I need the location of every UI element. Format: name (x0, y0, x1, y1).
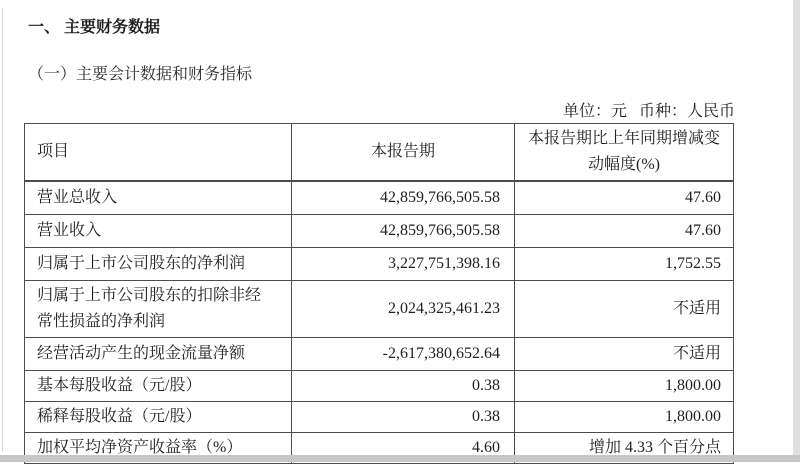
financial-data-table (24, 123, 734, 464)
cell-item: 经营活动产生的现金流量净额 (25, 337, 292, 370)
cell-item: 稀释每股收益（元/股） (25, 401, 292, 432)
cell-current-period: 3,227,751,398.16 (292, 247, 515, 280)
table-row (25, 370, 734, 401)
table-row (25, 181, 734, 214)
cell-item: 归属于上市公司股东的扣除非经常性损益的净利润 (25, 280, 292, 337)
page-bottom-edge (0, 455, 800, 462)
cell-change: 1,800.00 (515, 370, 734, 401)
table-header-row (25, 124, 734, 182)
page-left-edge-line (2, 8, 3, 452)
cell-current-period: 4.60 (292, 432, 515, 463)
cell-change: 不适用 (515, 337, 734, 370)
unit-currency-note: 单位：元 币种：人民币 (562, 103, 735, 120)
cell-change: 47.60 (515, 181, 734, 214)
table-row (25, 337, 734, 370)
cell-item: 归属于上市公司股东的净利润 (25, 247, 292, 280)
cell-item: 加权平均净资产收益率（%） (25, 432, 292, 463)
cell-item: 营业总收入 (25, 181, 292, 214)
cell-item: 营业收入 (25, 214, 292, 247)
col-header-current-period: 本报告期 (292, 124, 515, 182)
cell-change: 47.60 (515, 214, 734, 247)
page-right-edge (793, 0, 800, 456)
section-title: 一、 主要财务数据 (28, 19, 161, 36)
table-row (25, 280, 734, 337)
table-row (25, 401, 734, 432)
cell-item: 基本每股收益（元/股） (25, 370, 292, 401)
cell-current-period: 42,859,766,505.58 (292, 214, 515, 247)
col-header-item: 项目 (25, 124, 292, 182)
cell-change: 1,752.55 (515, 247, 734, 280)
cell-change: 增加 4.33 个百分点 (515, 432, 734, 463)
cell-current-period: -2,617,380,652.64 (292, 337, 515, 370)
cell-current-period: 42,859,766,505.58 (292, 181, 515, 214)
table-row (25, 214, 734, 247)
cell-current-period: 0.38 (292, 370, 515, 401)
subsection-title: （一）主要会计数据和财务指标 (28, 66, 253, 83)
cell-change: 1,800.00 (515, 401, 734, 432)
table-row (25, 247, 734, 280)
cell-current-period: 2,024,325,461.23 (292, 280, 515, 337)
cell-change: 不适用 (515, 280, 734, 337)
col-header-change: 本报告期比上年同期增减变动幅度(%) (515, 124, 734, 182)
cell-current-period: 0.38 (292, 401, 515, 432)
